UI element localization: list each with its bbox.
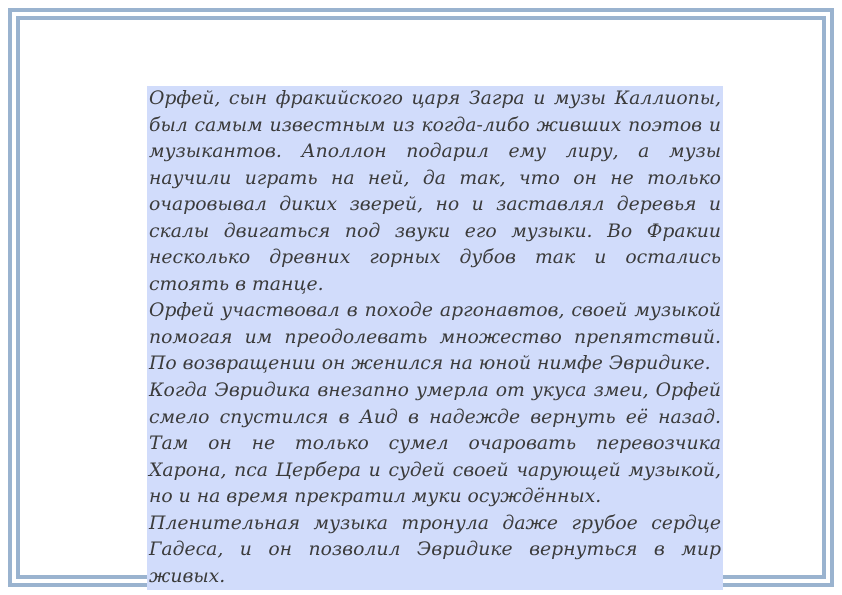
paragraph-4: Пленительная музыка тронула даже грубое сердце Гадеса, и он позволил Эвридике вернуться в мир живых. xyxy=(149,512,721,587)
paragraph-2: Орфей участвовал в походе аргонавтов, своей музыкой помогая им преодолевать множество препятствий. По возвращении он женился на юной нимфе Эвридике. xyxy=(149,300,721,375)
paragraph-3: Когда Эвридика внезапно умерла от укуса змеи, Орфей смело спустился в Аид в надежде вернуть её назад. Там он не только сумел очаровать перевозчика Харона, пса Цербера и судей своей чарующей музыкой, но и на время прекратил муки осуждённых. xyxy=(149,380,721,508)
text-block xyxy=(147,86,723,590)
paragraph-1: Орфей, сын фракийского царя Загра и музы Каллиопы, был самым известным из когда-либо живших поэтов и музыкантов. Аполлон подарил ему лиру, а музы научили играть на ней, да так, что он не только очаровывал диких зверей, но и заставлял деревья и скалы двигаться под звуки его музыки. Во Фракии несколько древних горных дубов так и остались стоять в танце. xyxy=(149,88,721,295)
